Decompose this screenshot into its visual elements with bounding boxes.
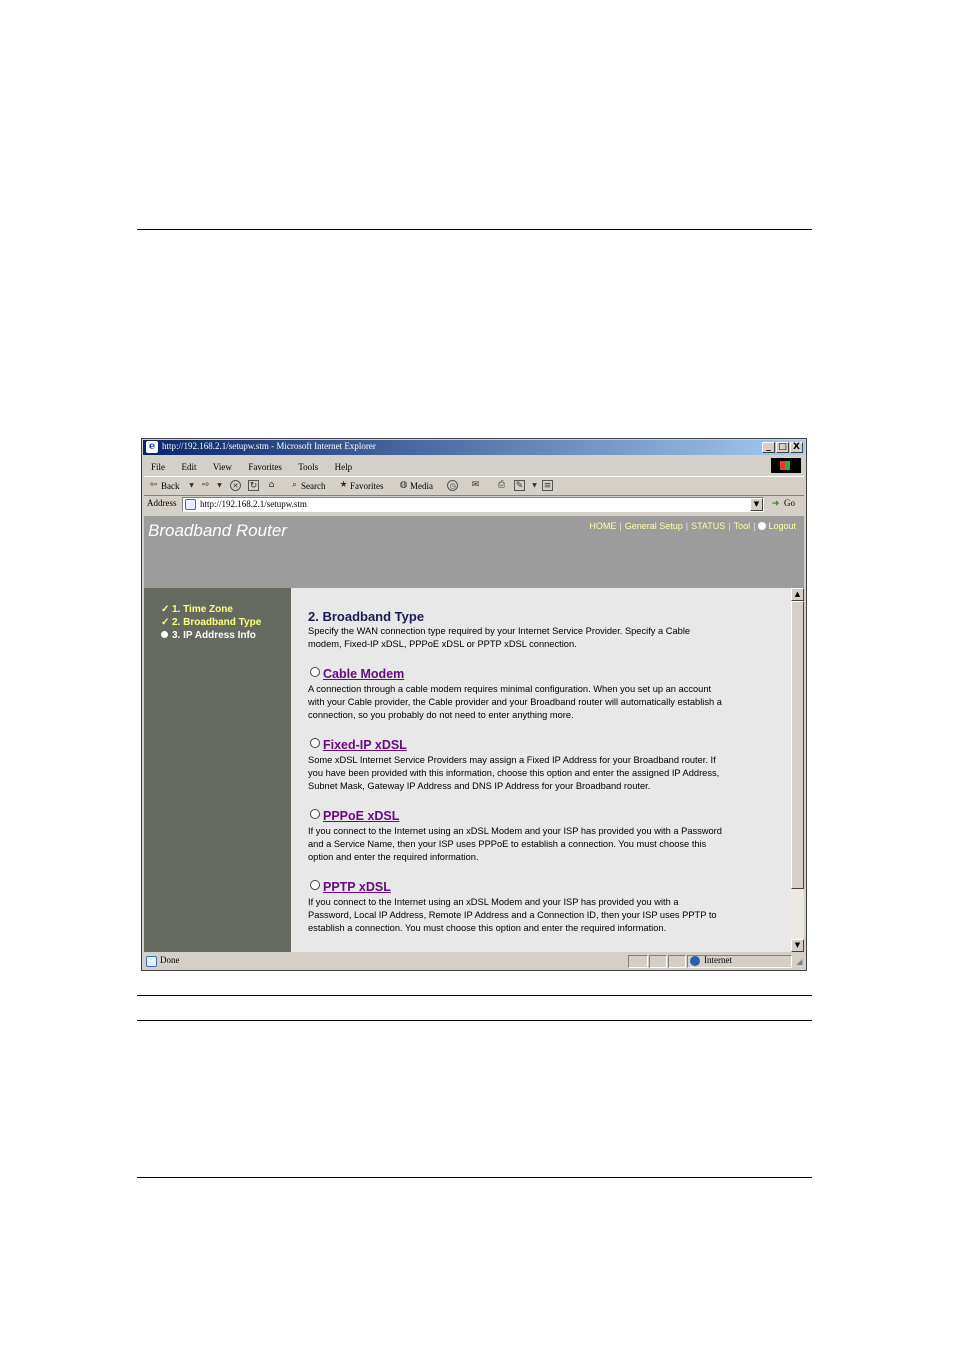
ie-logo-icon: e	[146, 441, 158, 453]
option-pptp-xdsl[interactable]	[310, 880, 391, 894]
back-dropdown-icon[interactable]: ▼	[189, 482, 194, 489]
desc-pptp-xdsl	[308, 896, 783, 935]
address-url[interactable]: http://192.168.2.1/setupw.stm	[200, 499, 307, 509]
minimize-button[interactable]: _	[762, 442, 775, 453]
desc-line: with your Cable provider, the Cable provider and your Broadband router will automatically establish a	[308, 697, 722, 707]
menu-help[interactable]: Help	[334, 462, 353, 472]
toolbar	[144, 476, 804, 496]
radio-cable-modem[interactable]	[310, 667, 320, 677]
step-broadband-type[interactable]	[161, 617, 261, 628]
status-cell	[628, 955, 648, 968]
page-heading: 2. Broadband Type	[308, 609, 425, 624]
windows-logo-icon	[771, 458, 801, 473]
desc-cable-modem	[308, 683, 783, 722]
radio-pppoe-xdsl[interactable]	[310, 809, 320, 819]
desc-line: connection, so you probably do not need to enter anything more.	[308, 710, 574, 720]
desc-line: Subnet Mask, Gateway IP Address and DNS IP Address for your Broadband router.	[308, 781, 651, 791]
brand-title: Broadband Router	[148, 521, 287, 540]
bottom-rule	[137, 1177, 812, 1178]
go-button[interactable]: Go	[784, 498, 795, 508]
favorites-button[interactable]: Favorites	[350, 481, 384, 491]
logout-icon	[758, 522, 766, 530]
refresh-icon[interactable]: ↻	[249, 481, 258, 491]
address-label: Address	[147, 498, 177, 508]
media-icon[interactable]: ◍	[399, 480, 408, 490]
menu-tools[interactable]: Tools	[298, 462, 319, 472]
scroll-thumb[interactable]	[791, 601, 804, 889]
back-button[interactable]: Back	[161, 481, 180, 491]
forward-dropdown-icon[interactable]: ▼	[217, 482, 222, 489]
radio-fixed-ip-xdsl[interactable]	[310, 738, 320, 748]
check-icon: ✓	[161, 617, 170, 628]
search-button[interactable]: Search	[301, 481, 326, 491]
go-arrow-icon[interactable]: ➜	[771, 499, 780, 509]
maximize-button[interactable]: □	[776, 442, 789, 453]
zone-text: Internet	[704, 955, 732, 965]
title-bar[interactable]	[143, 440, 805, 455]
intro-line: modem, Fixed-IP xDSL, PPPoE xDSL or PPTP xDSL connection.	[308, 639, 577, 649]
status-text: Done	[160, 955, 180, 965]
internet-zone-icon	[690, 956, 700, 966]
step-ip-address-info[interactable]	[161, 630, 256, 641]
nav-general-setup[interactable]: General Setup	[624, 521, 683, 531]
caption-rule-bottom	[137, 1020, 812, 1021]
nav-logout[interactable]: Logout	[768, 521, 796, 531]
step-time-zone[interactable]	[161, 604, 233, 615]
resize-grip-icon[interactable]: ◢	[796, 957, 803, 966]
menu-file[interactable]: File	[151, 462, 166, 472]
page-done-icon	[146, 956, 157, 967]
history-icon[interactable]: ◷	[447, 480, 458, 491]
link-cable-modem[interactable]: Cable Modem	[323, 667, 405, 681]
desc-pppoe-xdsl	[308, 825, 783, 864]
nav-tool[interactable]: Tool	[733, 521, 751, 531]
intro-line: Specify the WAN connection type required by your Internet Service Provider. Specify a Cable	[308, 626, 691, 636]
desc-line: Password, Local IP Address, Remote IP Address and a Connection ID, then your ISP uses PPTP to	[308, 910, 717, 920]
desc-line: option and enter the required information.	[308, 852, 479, 862]
address-input[interactable]	[182, 497, 764, 512]
status-cell	[668, 955, 686, 968]
link-pptp-xdsl[interactable]: PPTP xDSL	[323, 880, 391, 894]
menu-view[interactable]: View	[212, 462, 232, 472]
stop-icon[interactable]: ✕	[230, 480, 241, 491]
scroll-up-icon[interactable]: ▲	[791, 588, 804, 601]
mail-icon[interactable]: ✉	[471, 480, 480, 490]
desc-line: If you connect to the Internet using an xDSL Modem and your ISP has provided you with a	[308, 897, 679, 907]
favorites-icon[interactable]: ★	[339, 480, 348, 490]
status-cell	[649, 955, 667, 968]
address-dropdown-icon[interactable]: ▼	[750, 498, 763, 511]
vertical-scrollbar[interactable]	[791, 588, 804, 952]
link-pppoe-xdsl[interactable]: PPPoE xDSL	[323, 809, 400, 823]
window-title: http://192.168.2.1/setupw.stm - Microsoft Internet Explorer	[162, 441, 376, 451]
radio-pptp-xdsl[interactable]	[310, 880, 320, 890]
link-fixed-ip-xdsl[interactable]: Fixed-IP xDSL	[323, 738, 407, 752]
menu-bar	[144, 457, 804, 474]
option-cable-modem[interactable]	[310, 667, 404, 681]
option-pppoe-xdsl[interactable]	[310, 809, 399, 823]
desc-line: and a Service Name, then your ISP uses PPPoE to establish a connection. You must choose this	[308, 839, 707, 849]
desc-line: establish a connection. You must choose this option and enter the required information.	[308, 923, 667, 933]
nav-home[interactable]: HOME	[589, 521, 617, 531]
step-label: 1. Time Zone	[172, 604, 233, 615]
desc-line: you have been provided with this information, choose this option and enter the assigned IP Address,	[308, 768, 720, 778]
top-rule	[137, 229, 812, 230]
scroll-down-icon[interactable]: ▼	[791, 939, 804, 952]
current-step-dot-icon	[161, 630, 172, 641]
step-label: 2. Broadband Type	[172, 617, 262, 628]
intro-text	[308, 625, 783, 651]
desc-line: A connection through a cable modem requires minimal configuration. When you set up an account	[308, 684, 712, 694]
browser-window	[141, 438, 807, 971]
edit-dropdown-icon[interactable]: ▼	[532, 482, 537, 489]
status-bar	[144, 954, 804, 969]
option-fixed-ip-xdsl[interactable]	[310, 738, 407, 752]
check-icon: ✓	[161, 604, 170, 615]
desc-fixed-ip-xdsl	[308, 754, 783, 793]
desc-line: Some xDSL Internet Service Providers may assign a Fixed IP Address for your Broadband router. If	[308, 755, 716, 765]
nav-status[interactable]: STATUS	[691, 521, 726, 531]
menu-favorites[interactable]: Favorites	[248, 462, 282, 472]
close-button[interactable]: X	[790, 442, 803, 453]
page-viewport	[144, 516, 804, 952]
search-icon[interactable]: ⌕	[291, 480, 298, 490]
caption-rule-top	[137, 995, 812, 996]
wizard-sidebar	[144, 588, 291, 952]
menu-edit[interactable]: Edit	[181, 462, 197, 472]
forward-arrow-icon[interactable]: ⇨	[201, 480, 210, 490]
address-bar	[144, 496, 804, 514]
router-header	[144, 516, 804, 588]
print-icon[interactable]: ⎙	[497, 480, 506, 490]
step-label: 3. IP Address Info	[172, 630, 256, 641]
media-button[interactable]: Media	[410, 481, 433, 491]
home-icon[interactable]: ⌂	[268, 480, 275, 490]
back-arrow-icon[interactable]: ⇦	[149, 480, 158, 490]
edit-icon[interactable]: ✎	[515, 481, 524, 491]
page-icon	[185, 499, 196, 510]
main-content	[291, 588, 791, 952]
discuss-icon[interactable]: ≡	[543, 481, 552, 491]
status-zone-cell	[687, 955, 792, 968]
top-nav: HOME | General Setup | STATUS | Tool | Logout	[589, 521, 796, 531]
desc-line: If you connect to the Internet using an xDSL Modem and your ISP has provided you with a Password	[308, 826, 722, 836]
